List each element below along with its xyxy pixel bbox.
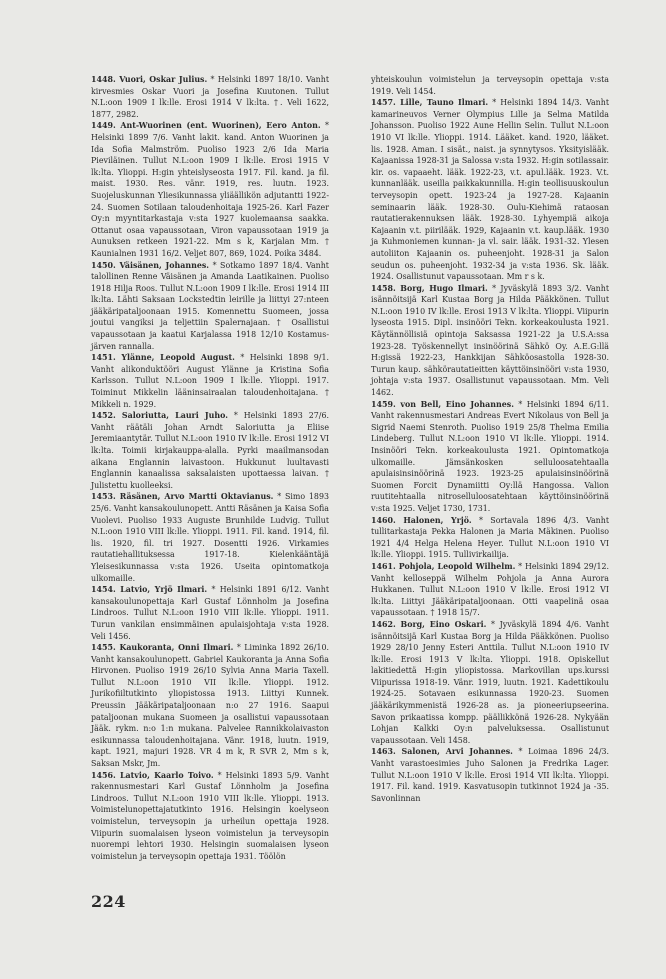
entry-text: * Helsinki 1894 6/11. Vanht rakennusmestari Andreas Evert Nikolaus von Bell ja Sigrid Naemi Stenroth. Puoliso 1919 25/8 Thelma Emilia Lindeberg. Tullut N.L:oon 1910 VI lk:lle. Ylioppi. 1914. Insinööri Tekn. korkeakoulusta 1921. Opintomatkoja ulkomaille. Jämsänkosken selluloosatehtaalla apulaisinsinöörinä 1923. 1923-25 apulaisinsinöörinä Suomen Forcit Dynamiitti Oy:llä Hangossa. Valion ruutitehtaalla nitroselluloosatehtaan käyttöinsinöörinä v:sta 1925. Veljet 1730, 1731. (371, 399, 609, 513)
left-column (91, 74, 329, 862)
biography-entry (371, 561, 609, 619)
biography-entry-continued (371, 74, 609, 97)
entry-name: 1458. Borg, Hugo Ilmari. (371, 283, 488, 293)
entry-text: * Liminka 1892 26/10. Vanht kansakoulunopett. Gabriel Kaukoranta ja Anna Sofia Hirvonen. Puoliso 1919 26/10 Sylvia Anna Maria Taxell. Tullut N.L:oon 1910 VII lk:lle. Ylioppi. 1912. Jurikofiiltutkinto yliopistossa 1913. Liittyi Kunnek. Preussin Jääkäripataljoonaan n:o 27 1916. Saapui pataljoonan mukana Suomeen ja osallistui vapaussotaan Jääk. rykm. n:o 1:n mukana. Palvelee Rannikkolaivaston esikunnassa taloudenhoitajana. Vänr. 1918, luutn. 1919, kapt. 1921, majuri 1928. VR 4 m k, R SVR 2, Mm s k, Saksan Mskr, Jm. (91, 643, 329, 769)
entry-name: 1448. Vuori, Oskar Julius. (91, 75, 208, 84)
right-column (371, 74, 609, 804)
entry-name: 1461. Pohjola, Leopold Wilhelm. (371, 561, 516, 571)
page-number: 224 (91, 892, 126, 911)
biography-entry (91, 584, 329, 642)
entry-name: 1454. Latvio, Yrjö Ilmari. (91, 585, 208, 595)
entry-name: 1463. Salonen, Arvi Johannes. (371, 747, 513, 757)
entry-text: * Jyväskylä 1894 4/6. Vanht isännöitsijä Karl Kustaa Borg ja Hilda Pääkkönen. Puoliso 1929 28/10 Jenny Esteri Anttila. Tullut N.L:oon 1910 IV lk:lle. Erosi 1913 V lk:lta. Ylioppi. 1918. Opiskellut lakitiedettä H:gin yliopistossa. Markovillan ups.kurssi Viipurissa 1918-19. Vänr. 1919, luutn. 1921. Kadettikoulu 1924-25. Sotavaen esikunnassa 1920-23. Suomen jääkärikymmenistä 1926-28 as. ja pioneeriupseerina. Savon prikaatissa kompp. päällikkönä 1926-28. Nykyään Lohjan Kalkki Oy:n palveluksessa. Osallistunut vapaussotaan. Veli 1458. (371, 619, 609, 745)
entry-name: 1455. Kaukoranta, Onni Ilmari. (91, 643, 234, 653)
entry-text: * Helsinki 1898 9/1. Vanht alikonduktööri August Ylänne ja Kristina Sofia Karlsson. Tullut N.L:oon 1909 I lk:lle. Ylioppi. 1917. Toiminut Mikkelin lääninsairaalan taloudenhoitajana. † Mikkeli n. 1929. (91, 353, 329, 409)
entry-text: * Helsinki 1891 6/12. Vanht kansakoulunopettaja Karl Gustaf Lönnholm ja Josefina Lindroos. Tullut N.L:oon 1910 VIII lk:lle. Ylioppi. 1911. Turun vankilan ensimmäinen apulaisjohtaja v:sta 1928. Veli 1456. (91, 585, 329, 641)
biography-entry (91, 352, 329, 410)
entry-text: * Sotkamo 1897 18/4. Vanht talollinen Renne Väisänen ja Amanda Laatikainen. Puoliso 1918 Hilja Roos. Tullut N.L:oon 1909 I lk:lle. Erosi 1914 III lk:lta. Lähti Saksaan Lockstedtin leirille ja liittyi 27:nteen jääkäripataljoonaan 1915. Komennettu Suomeen, jossa joutui vangiksi ja teljettiin Spalernajaan. † Osallistui vapaussotaan ja kaatui Karjalassa 1918 12/10 Kostamus-järven rannalla. (91, 260, 329, 351)
entry-text: * Jyväskylä 1893 3/2. Vanht isännöitsijä Karl Kustaa Borg ja Hilda Pääkkönen. Tullut N.L:oon 1910 IV lk:lle. Erosi 1913 V lk:lta. Ylioppi. Viipurin lyseosta 1915. Dipl. insinööri Tekn. korkeakoulusta 1921. Käytännöllisiä opintoja Saksassa 1921-22 ja U.S.A:ssa 1923-28. Työskennellyt insinöörinä Sähkö Oy. A.E.G:llä H:gissä 1922-23, Hankkijan Sähköosastolla 1928-30. Turun kaup. sähkörautatieitten käyttöinsinööri v:sta 1930, johtaja v:sta 1937. Osallistunut vapaussotaan. Mm. Veli 1462. (371, 283, 610, 398)
entry-name: 1453. Räsänen, Arvo Martti Oktavianus. (91, 492, 274, 502)
entry-text: * Helsinki 1899 7/6. Vanht lakit. kand. Anton Wuorinen ja Ida Sofia Malmström. Puoliso 1923 2/6 Ida Maria Pieviläinen. Tullut N.L:oon 1909 I lk:lle. Erosi 1915 V lk:lta. Ylioppi. H:gin yhteislyseosta 1917. Fil. kand. ja fil. maist. 1930. Res. vänr. 1919, res. luutn. 1923. Suojeluskunnan Yliesikunnassa yliäällikön adjutantti 1922-24. Suomen Sotilaan taloudenhoitaja 1925-26. Karl Fazer Oy:n myyntitarkastaja v:sta 1927 kuolemaansa saakka. Ottanut osaa vapaussotaan, Viron vapaussotaan 1919 ja Aunuksen retkeen 1921-22. Mm s k, Karjalan Mm. † Kaunialnen 1931 16/2. Veljet 807, 869, 1024. Poika 3484. (91, 121, 329, 258)
biography-entry (371, 619, 609, 747)
entry-text: * Helsinki 1893 5/9. Vanht rakennusmestari Karl Gustaf Lönnholm ja Josefina Lindroos. Tullut N.L:oon 1910 VIII lk:lle. Ylioppi. 1913. Voimistelunopettajatutkinto 1916. Helsingin koelyseon voimistelun, terveysopin ja urheilun opettaja 1928. Viipurin suomalaisen lyseon voimistelun ja terveysopin nuorempi lehtori 1930. Helsingin suomalaisen lyseon voimistelun ja terveysopin opettaja 1931. Töölön (91, 770, 329, 861)
entry-text: yhteiskoulun voimistelun ja terveysopin opettaja v:sta 1919. Veli 1454. (371, 75, 609, 96)
biography-entry (91, 74, 329, 120)
biography-entry (91, 120, 329, 259)
entry-text: * Helsinki 1893 27/6. Vanht räätäli Johan Arndt Saloriutta ja Eliise Jeremiaantytär. Tullut N.L:oon 1910 IV lk:lle. Erosi 1912 VI lk:lta. Toimii kirjakauppa-alalla. Pyrki maailmansodan aikana Englannin laivastoon. Hukkunut luultavasti Englannin kanaalissa saksalaisten upottaessa laivan. † Julistettu kuolleeksi. (91, 411, 329, 490)
entry-name: 1450. Väisänen, Johannes. (91, 260, 210, 270)
biography-entry (371, 283, 609, 399)
biography-entry (371, 515, 609, 561)
biography-entry (91, 642, 329, 770)
entry-text: * Helsinki 1894 14/3. Vanht kamarineuvos Verner Olympius Lille ja Selma Matilda Johansson. Puoliso 1922 Aune Hellin Selin. Tullut N.L:oon 1910 VI lk:lle. Ylioppi. 1914. Lääket. kand. 1920, lääket. lis. 1928. Aman. I sisät., naist. ja synnytysos. Yksityislääk. Kajaanissa 1928-31 ja Salossa v:sta 1932. H:gin sotilassair. kir. os. vapaaeht. lääk. 1922-23, v.t. apul.lääk. 1923. V.t. kunnanlääk. useilla paikkakunnilla. H:gin teollisuuskoulun terveysopin opett. 1923-24 ja 1927-28. Kajaanin seminaarin lääk. 1928-30. Oulu-Kiehimä rataosan rautatierakennuksen lääk. 1928-30. Lyhyempiä aikoja Kajaanin v.t. piirilääk. 1929, Kajaanin v.t. kaup.lääk. 1930 ja Kuhmoniemen kunnan- ja vl. sair. lääk. 1931-32. Ylesen autoliiton Kajaanin os. puheenjoht. 1928-31 ja Salon seudun os. puheenjoht. 1932-34 ja v:sta 1936. Sk. lääk. 1924. Osallistunut vapaussotaan. Mm r s k. (371, 98, 609, 282)
biography-entry (91, 770, 329, 863)
entry-text: * Helsinki 1897 18/10. Vanht kirvesmies Oskar Vuori ja Josefina Kuutonen. Tullut N.L:oon 1909 I lk:lle. Erosi 1914 V lk:lta. †. Veli 1622, 1877, 2982. (91, 75, 330, 119)
entry-text: * Simo 1893 25/6. Vanht kansakoulunopett. Antti Räsänen ja Kaisa Sofia Vuolevi. Puoliso 1933 Auguste Brunhilde Ludvig. Tullut N.L:oon 1910 VIII lk:lle. Ylioppi. 1911. Fil. kand. 1914, fil. lis. 1920, fil. tri 1927. Dosentti 1926. Virkamies rautatiehallituksessa 1917-18. Kielenkääntäjä Yleisesikunnassa v:sta 1926. Useita opintomatkoja ulkomaille. (91, 492, 329, 583)
entry-name: 1449. Ant-Wuorinen (ent. Wuorinen), Eero Anton. (91, 121, 321, 131)
entry-name: 1452. Saloriutta, Lauri Juho. (91, 411, 228, 421)
biography-entry (91, 491, 329, 584)
entry-text: * Sortavala 1896 4/3. Vanht tullitarkastaja Pekka Halonen ja Maria Mäkinen. Puoliso 1921 4/4 Helga Helena Heyer. Tullut N.L:oon 1910 VI lk:lle. Ylioppi. 1915. Tullivirkailija. (371, 515, 609, 560)
entry-text: * Helsinki 1894 29/12. Vanht kelloseppä Wilhelm Pohjola ja Anna Aurora Hukkanen. Tullut N.L:oon 1910 V lk:lle. Erosi 1912 VI lk:lta. Liittyi Jääkäripataljoonaan. Otti vaapelinä osaa vapaussotaan. † 1918 15/7. (371, 561, 609, 618)
entry-name: 1451. Ylänne, Leopold August. (91, 353, 235, 363)
biography-entry (371, 97, 609, 283)
entry-name: 1457. Lille, Tauno Ilmari. (371, 98, 489, 108)
biography-entry (91, 410, 329, 491)
entry-name: 1460. Halonen, Yrjö. (371, 515, 472, 525)
biography-entry (371, 746, 609, 804)
entry-name: 1459. von Bell, Eino Johannes. (371, 399, 514, 409)
entry-name: 1456. Latvio, Kaarlo Toivo. (91, 770, 214, 780)
entry-name: 1462. Borg, Eino Oskari. (371, 619, 487, 629)
biography-entry (91, 260, 329, 353)
biography-entry (371, 399, 609, 515)
entry-text: * Loimaa 1896 24/3. Vanht varastoesimies Juho Salonen ja Fredrika Lager. Tullut N.L:oon 1910 V lk:lle. Erosi 1914 VII lk:lta. Ylioppi. 1917. Fil. kand. 1919. Kasvatusopin tutkinnot 1924 ja -35. Savonlinnan (371, 747, 610, 803)
